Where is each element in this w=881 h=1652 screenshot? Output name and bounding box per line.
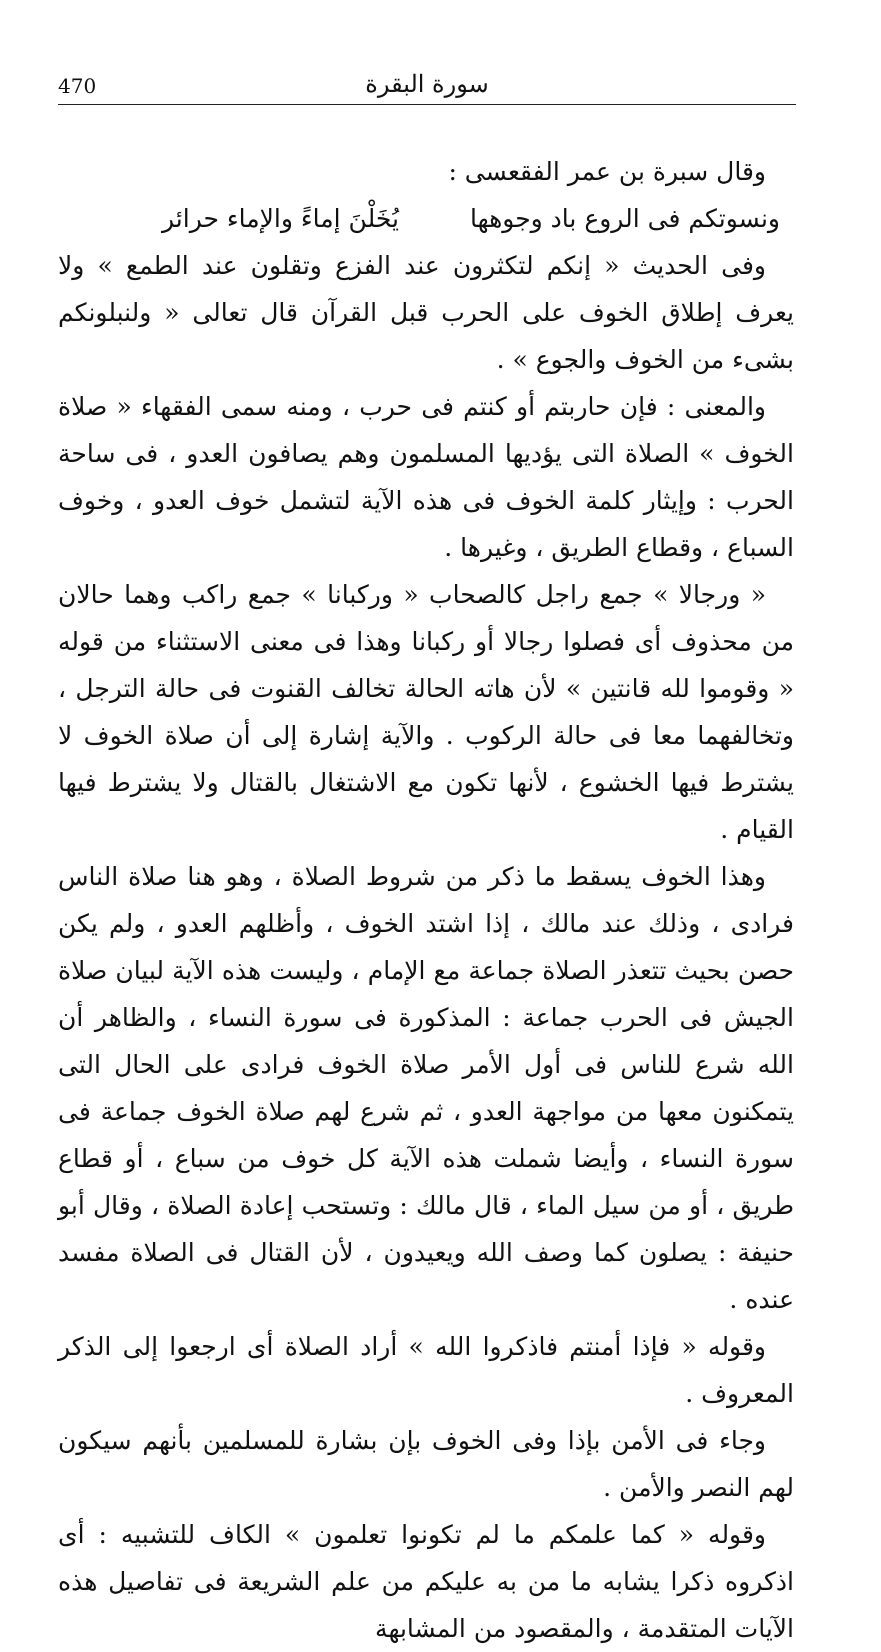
paragraph-rijalan: « ورجالا » جمع راجل كالصحاب « وركبانا » جمع راكب وهما حالان من محذوف أى فصلوا رجالا أو ركبانا وهذا فى معنى الاستثناء من قوله « وقوموا لله قانتين » لأن هاته الحالة تخالف القنوت فى حالة الترجل ، وتخالفهما معا فى حالة الركوب . والآية إشارة إلى أن صلاة الخوف لا يشترط فيها الخشوع ، لأنها تكون مع الاشتغال بالقتال ولا يشترط فيها القيام . bbox=[58, 580, 794, 844]
paragraph-hadith: وفى الحديث « إنكم لتكثرون عند الفزع وتقلون عند الطمع » ولا يعرف إطلاق الخوف على الحرب قبل القرآن قال تعالى « ولنبلونكم بشىء من الخوف والجوع » . bbox=[58, 251, 794, 374]
paragraph-fear-rules: وهذا الخوف يسقط ما ذكر من شروط الصلاة ، وهو هنا صلاة الناس فرادى ، وذلك عند مالك ، إذا اشتد الخوف ، وأظلهم العدو ، ولم يكن حصن بحيث تتعذر الصلاة جماعة مع الإمام ، وليست هذه الآية لبيان صلاة الجيش فى الحرب جماعة : المذكورة فى سورة النساء ، والظاهر أن الله شرع للناس فى أول الأمر صلاة الخوف فرادى على الحال التى يتمكنون معها من مواجهة العدو ، ثم شرع لهم صلاة الخوف جماعة فى سورة النساء ، وأيضا شملت هذه الآية كل خوف من سباع ، أو قطاع طريق ، أو من سيل الماء ، قال مالك : وتستحب إعادة الصلاة ، وقال أبو حنيفة : يصلون كما وصف الله ويعيدون ، لأن القتال فى الصلاة مفسد عنده . bbox=[58, 862, 794, 1314]
paragraph-taught: وقوله « كما علمكم ما لم تكونوا تعلمون » الكاف للتشبيه : أى اذكروه ذكرا يشابه ما من به عليكم من علم الشريعة فى تفاصيل هذه الآيات المتقدمة ، والمقصود من المشابهة bbox=[58, 1520, 794, 1643]
page-number: 470 bbox=[58, 74, 97, 98]
surah-title: سورة البقرة bbox=[365, 70, 489, 98]
body-text bbox=[58, 148, 794, 1652]
paragraph-meaning: والمعنى : فإن حاربتم أو كنتم فى حرب ، ومنه سمى الفقهاء « صلاة الخوف » الصلاة التى يؤديها المسلمون وهم يصافون العدو ، فى ساحة الحرب : وإيثار كلمة الخوف فى هذه الآية لتشمل خوف العدو ، وخوف السباع ، وقطاع الطريق ، وغيرها . bbox=[58, 392, 794, 562]
page-header bbox=[58, 68, 796, 105]
verse-first-hemistich: ونسوتكم فى الروع باد وجوهها bbox=[469, 204, 780, 233]
paragraph-glad-tidings: وجاء فى الأمن بإذا وفى الخوف بإن بشارة للمسلمين بأنهم سيكون لهم النصر والأمن . bbox=[58, 1426, 794, 1502]
intro-line: وقال سبرة بن عمر الفقعسى : bbox=[448, 157, 766, 186]
verse-second-hemistich: يُخَلْنَ إماءً والإماء حرائر bbox=[162, 204, 399, 233]
poetry-verse bbox=[58, 195, 794, 242]
paragraph-remember: وقوله « فإذا أمنتم فاذكروا الله » أراد الصلاة أى ارجعوا إلى الذكر المعروف . bbox=[58, 1332, 794, 1408]
